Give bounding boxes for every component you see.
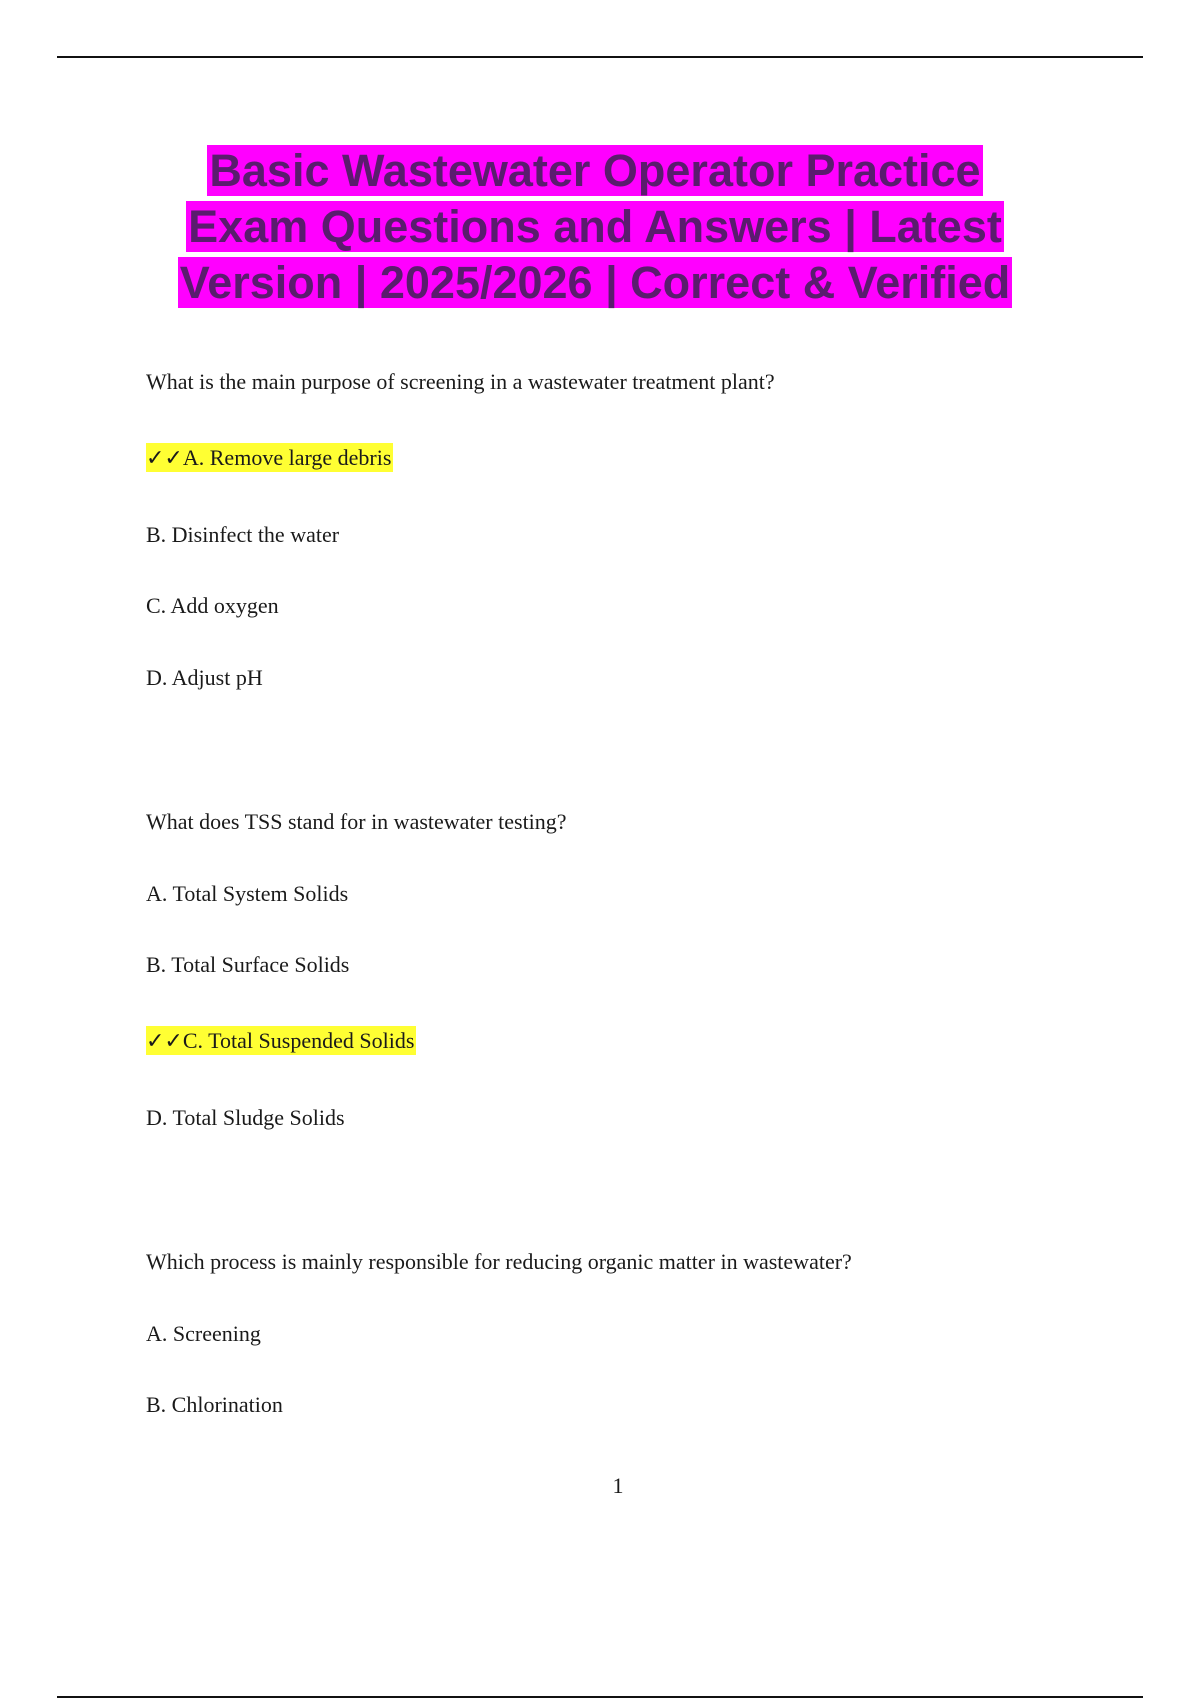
answer-option: D. Total Sludge Solids: [146, 1105, 345, 1130]
answer-option: A. Total System Solids: [146, 881, 349, 906]
check-icon: ✓✓: [146, 446, 183, 471]
check-icon: ✓✓: [146, 1029, 183, 1054]
answer-option: B. Total Surface Solids: [146, 952, 350, 977]
answer-option: B. Chlorination: [146, 1392, 283, 1417]
top-rule: [57, 56, 1143, 58]
question-text: What is the main purpose of screening in a wastewater treatment plant?: [146, 369, 775, 394]
page-number: 1: [612, 1473, 624, 1498]
answer-highlight: ✓✓A. Remove large debris: [146, 445, 392, 471]
title-line: Basic Wastewater Operator Practice: [209, 145, 981, 196]
answer-option-correct: [146, 444, 393, 473]
bottom-rule: [57, 1696, 1143, 1698]
question-text: What does TSS stand for in wastewater testing?: [146, 809, 567, 834]
answer-highlight: ✓✓C. Total Suspended Solids: [146, 1028, 415, 1054]
answer-option: D. Adjust pH: [146, 665, 263, 690]
answer-option: B. Disinfect the water: [146, 522, 340, 547]
title-line: Exam Questions and Answers | Latest: [188, 201, 1002, 252]
answer-option: C. Add oxygen: [146, 593, 279, 618]
title-line: Version | 2025/2026 | Correct & Verified: [179, 257, 1011, 308]
answer-option-correct: [146, 1027, 416, 1056]
question-text: Which process is mainly responsible for reducing organic matter in wastewater?: [146, 1249, 852, 1274]
answer-option: A. Screening: [146, 1321, 261, 1346]
document-title: [140, 143, 1050, 311]
